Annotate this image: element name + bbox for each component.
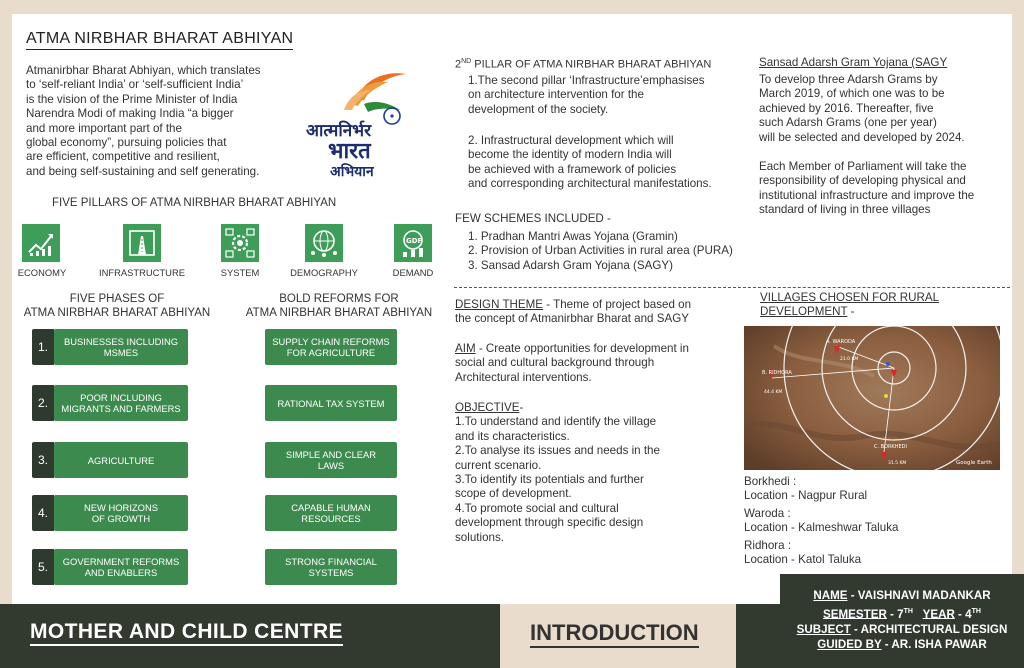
- semester-sup: TH: [903, 607, 913, 615]
- schemes-heading-text: FEW SCHEMES INCLUDED -: [455, 212, 611, 225]
- objective-line: development through specific design: [455, 516, 644, 530]
- phase-line1: NEW HORIZONS: [84, 502, 158, 513]
- village-name: Borkhedi :: [744, 475, 797, 488]
- sagy-heading: [759, 56, 947, 70]
- phases-heading: [12, 292, 222, 320]
- villages-heading: [760, 291, 939, 320]
- pillar-label-infrastructure: INFRASTRUCTURE: [99, 267, 185, 278]
- pillar2-para2: [468, 134, 712, 192]
- page-title: ATMA NIRBHAR BHARAT ABHIYAN: [26, 30, 293, 50]
- year-value: - 4: [954, 607, 972, 621]
- guide-label: GUIDED BY: [817, 638, 882, 652]
- phase-line1: POOR INCLUDING: [80, 392, 162, 403]
- semester-value: - 7: [886, 607, 904, 621]
- sagy-heading-text: Sansad Adarsh Gram Yojana (SAGY: [759, 56, 948, 69]
- phase-line1: GOVERNMENT REFORMS: [62, 556, 180, 567]
- sheet-title-tab: [500, 604, 736, 668]
- reforms-heading-line2: ATMA NIRBHAR BHARAT ABHIYAN: [245, 307, 433, 319]
- sheet-panel: [12, 14, 1012, 604]
- reform-line2: RESOURCES: [301, 513, 361, 524]
- pillar-label-demography: DEMOGRAPHY: [290, 267, 358, 278]
- phase-line2: OF GROWTH: [91, 513, 151, 524]
- objective-line: scope of development.: [455, 487, 572, 501]
- year-label: YEAR: [922, 607, 955, 621]
- design-theme-label: DESIGN THEME: [455, 298, 544, 311]
- objective-block: [455, 401, 660, 545]
- sagy-line: To develop three Adarsh Grams by: [759, 73, 938, 86]
- reform-line1: SUPPLY CHAIN REFORMS: [272, 336, 390, 347]
- phase-line1: BUSINESSES INCLUDING: [63, 336, 179, 347]
- pillar2-ordinal-suffix: ND: [461, 58, 472, 65]
- pillar2-line: and corresponding architectural manifestations.: [468, 177, 712, 191]
- phase-line2: MIGRANTS AND FARMERS: [61, 403, 181, 414]
- project-title: MOTHER AND CHILD CENTRE: [30, 620, 343, 646]
- map-km-waroda: 21.0 KM: [840, 357, 859, 362]
- reform-box: [265, 442, 397, 478]
- objective-line: solutions.: [455, 530, 504, 544]
- section-divider: [454, 287, 1010, 288]
- sagy-line: such Adarsh Grams (one per year): [759, 116, 937, 130]
- pillar-label-demand: DEMAND: [392, 267, 434, 278]
- logo-line-1: आत्मनिर्भर: [306, 121, 372, 141]
- sagy-line: March 2019, of which one was to be: [759, 87, 945, 101]
- village-name: Ridhora :: [744, 538, 792, 552]
- schemes-heading: [455, 212, 611, 226]
- sagy-line: achieved by 2016. Thereafter, five: [759, 101, 934, 115]
- reform-line2: FOR AGRICULTURE: [286, 347, 376, 358]
- scheme-item: 2. Provision of Urban Activities in rural area (PURA): [468, 244, 733, 258]
- pillar2-line: 1.The second pillar ‘Infrastructure’emphasises: [468, 74, 705, 87]
- aim-block: [455, 342, 689, 385]
- student-info-block: [780, 574, 1024, 668]
- phase-box: [54, 329, 188, 365]
- sagy-line: responsibility of developing physical and: [759, 174, 966, 188]
- sagy-line: institutional infrastructure and improve the: [759, 188, 975, 202]
- intro-paragraph: [26, 64, 316, 179]
- objective-label: OBJECTIVE: [455, 401, 520, 414]
- village-location: Location - Nagpur Rural: [744, 489, 868, 503]
- abhiyan-logo: [304, 60, 414, 182]
- reform-line2: LAWS: [317, 460, 345, 471]
- pillars-heading: FIVE PILLARS OF ATMA NIRBHAR BHARAT ABHIYAN: [52, 197, 337, 209]
- phases-heading-line1: FIVE PHASES OF: [69, 293, 165, 305]
- objective-line: and its characteristics.: [455, 429, 570, 443]
- reform-box: [265, 495, 397, 531]
- map-km-ridhora: 44.4 KM: [764, 390, 783, 395]
- objective-line: current scenario.: [455, 458, 542, 472]
- guide-value: - AR. ISHA PAWAR: [881, 638, 987, 652]
- sheet-title: INTRODUCTION: [530, 620, 699, 648]
- design-theme-line2: the concept of Atmanirbhar Bharat and SAGY: [455, 312, 689, 326]
- map-label-waroda: A. WARODA: [826, 339, 856, 345]
- scheme-item: 3. Sansad Adarsh Gram Yojana (SAGY): [468, 258, 673, 272]
- sagy-line: standard of living in three villages: [759, 203, 931, 217]
- village-location: Location - Kalmeshwar Taluka: [744, 521, 899, 535]
- objective-line: 2.To analyse its issues and needs in the: [455, 444, 660, 458]
- pillar-label-economy: ECONOMY: [17, 267, 67, 278]
- reform-line1: SIMPLE AND CLEAR: [285, 449, 377, 460]
- phases-heading-line2: ATMA NIRBHAR BHARAT ABHIYAN: [23, 307, 211, 319]
- pillar2-line: development of the society.: [468, 102, 609, 116]
- phase-line2: AND ENABLERS: [84, 567, 158, 578]
- pillar2-para1: [468, 74, 705, 117]
- objective-line: 3.To identify its potentials and further: [455, 473, 644, 487]
- reforms-heading-line1: BOLD REFORMS FOR: [279, 293, 399, 305]
- pillar2-line: on architecture intervention for the: [468, 88, 644, 102]
- phase-number: 3.: [32, 442, 54, 478]
- aim-line3: Architectural interventions.: [455, 370, 592, 384]
- reform-box: [265, 385, 397, 421]
- reform-line1: RATIONAL TAX SYSTEM: [277, 397, 385, 409]
- objective-suffix: -: [519, 401, 524, 414]
- intro-line: is the vision of the Prime Minister of India: [26, 92, 238, 106]
- phase-box: [54, 549, 188, 585]
- reform-line1: STRONG FINANCIAL: [285, 556, 377, 567]
- name-value: - VAISHNAVI MADANKAR: [847, 589, 991, 602]
- gdp-demand-icon: [394, 224, 432, 262]
- subject-value: - ARCHITECTURAL DESIGN: [850, 622, 1008, 636]
- pillar2-ordinal: 2: [455, 58, 462, 71]
- semester-label: SEMESTER: [823, 607, 887, 621]
- globe-people-icon: [305, 224, 343, 262]
- phase-number: 4.: [32, 495, 54, 531]
- logo-line-2: भारत: [328, 139, 371, 164]
- map-watermark: Google Earth: [956, 460, 992, 466]
- reforms-heading: [234, 292, 444, 320]
- villages-heading-suffix: -: [847, 305, 855, 319]
- reform-box: [265, 329, 397, 365]
- intro-line: and more important part of the: [26, 121, 182, 135]
- phase-line2: MSMES: [103, 347, 139, 358]
- intro-line: to ‘self-reliant India’ or ‘self-sufficient India’: [26, 78, 244, 92]
- pillar2-heading-text: PILLAR OF ATMA NIRBHAR BHARAT ABHIYAN: [471, 58, 712, 71]
- objective-line: 1.To understand and identify the village: [455, 415, 657, 429]
- villages-satellite-map: [744, 326, 1000, 470]
- phase-box: [54, 495, 188, 531]
- intro-line: and being self-sustaining and self generating.: [26, 164, 260, 178]
- objective-line: 4.To promote social and cultural: [455, 501, 619, 515]
- aim-line1: - Create opportunities for development in: [475, 342, 689, 355]
- intro-line: are efficient, competitive and resilient,: [26, 150, 220, 164]
- map-label-ridhora: B. RIDHORA: [762, 370, 792, 376]
- pillar2-line: become the identity of modern India will: [468, 148, 672, 162]
- svg-text:GDP: GDP: [406, 237, 423, 245]
- economy-chart-icon: [22, 224, 60, 262]
- year-sup: TH: [971, 607, 981, 615]
- road-icon: [123, 224, 161, 262]
- map-km-borkhedi: 31.5 KM: [888, 461, 907, 466]
- village-name: Waroda :: [744, 506, 791, 520]
- pillar2-line: 2. Infrastructural development which will: [468, 134, 674, 147]
- intro-line: Atmanirbhar Bharat Abhiyan, which translates: [26, 64, 261, 77]
- pillar2-line: be achieved with a framework of policies: [468, 162, 677, 176]
- village-location: Location - Katol Taluka: [744, 553, 862, 567]
- phase-box: [54, 442, 188, 478]
- phase-number: 1.: [32, 329, 54, 365]
- reform-line1: CAPABLE HUMAN: [291, 502, 371, 513]
- village-list: [744, 475, 898, 567]
- design-theme-line1: - Theme of project based on: [543, 298, 692, 311]
- aim-label: AIM: [455, 342, 476, 355]
- sagy-para2: [759, 160, 974, 218]
- logo-line-3: अभियान: [330, 164, 374, 180]
- phase-number: 5.: [32, 549, 54, 585]
- reform-line2: SYSTEMS: [308, 567, 354, 578]
- pillar2-heading: [455, 58, 711, 71]
- phase-box: [54, 385, 188, 421]
- intro-line: global economy”, pursuing policies that: [26, 136, 227, 150]
- sagy-line: will be selected and developed by 2024.: [759, 130, 965, 144]
- map-label-borkhedi: C. BORKHEDI: [874, 444, 907, 450]
- pillar-label-system: SYSTEM: [220, 267, 260, 278]
- phase-number: 2.: [32, 385, 54, 421]
- villages-heading-line2: DEVELOPMENT: [760, 305, 848, 319]
- aim-line2: social and cultural background through: [455, 356, 655, 370]
- scheme-item: 1. Pradhan Mantri Awas Yojana (Gramin): [468, 230, 678, 243]
- design-theme: [455, 298, 691, 327]
- villages-heading-line1: VILLAGES CHOSEN FOR RURAL: [760, 291, 940, 304]
- sagy-line: Each Member of Parliament will take the: [759, 160, 967, 173]
- phase-line1: AGRICULTURE: [87, 454, 155, 466]
- sagy-para1: [759, 73, 965, 145]
- name-label: NAME: [813, 589, 848, 602]
- intro-line: Narendra Modi of making India “a bigger: [26, 107, 234, 121]
- gear-system-icon: [221, 224, 259, 262]
- subject-label: SUBJECT: [796, 622, 851, 636]
- reform-box: [265, 549, 397, 585]
- schemes-list: [468, 230, 733, 273]
